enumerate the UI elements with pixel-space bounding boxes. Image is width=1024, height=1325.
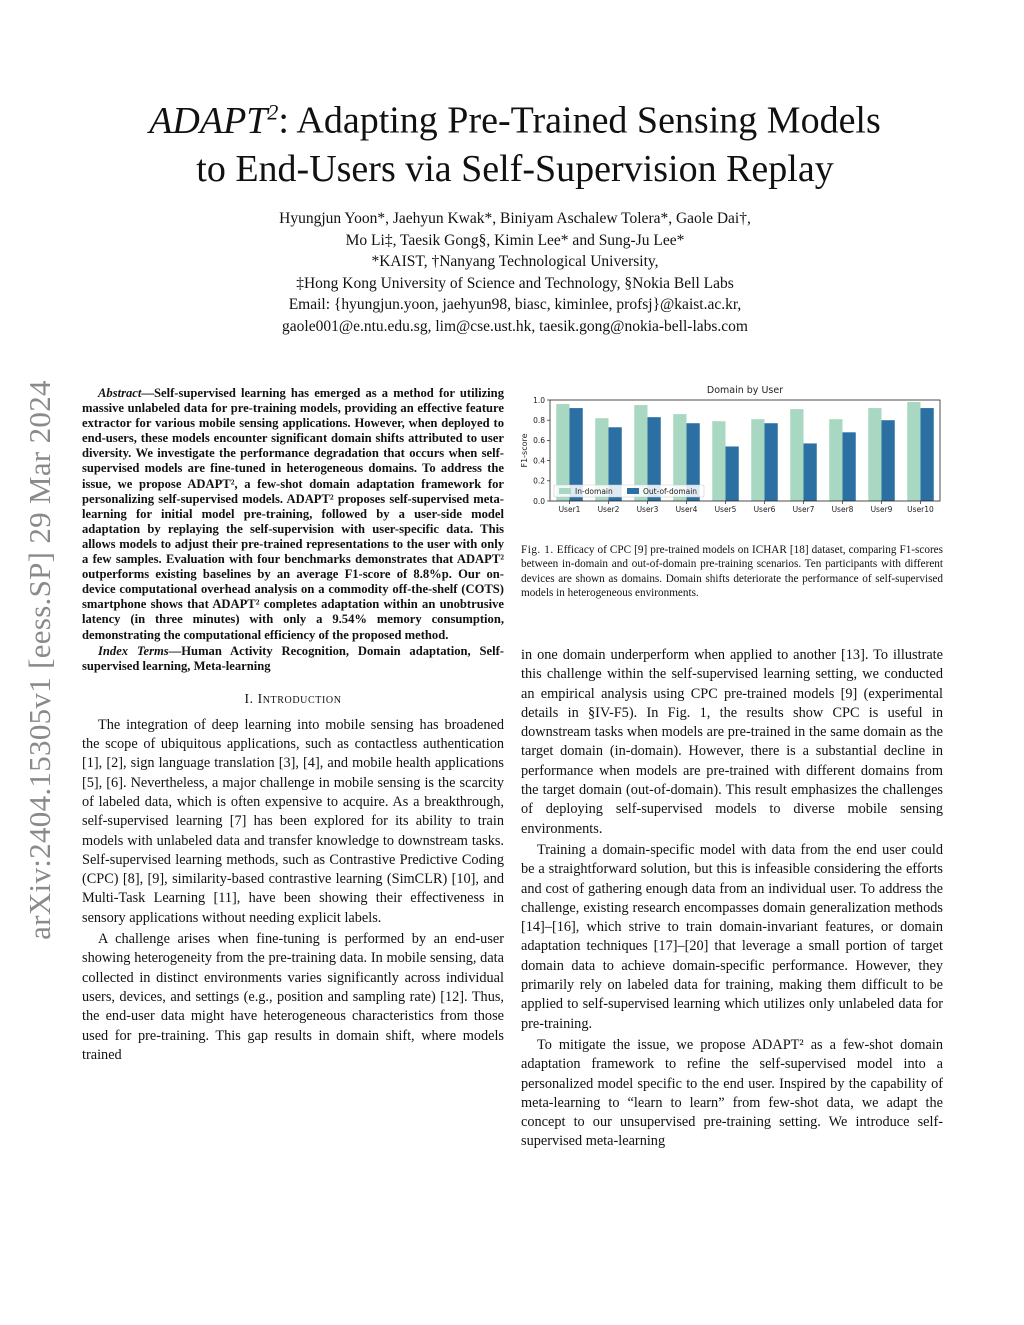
x-tick-label: User3 [636,505,659,514]
x-tick-label: User9 [870,505,893,514]
bar-in-domain-user6 [751,419,764,501]
index-terms [82,644,504,674]
right-column [521,646,943,1152]
figure-1-bar-chart [518,380,948,520]
y-tick-label: 0.0 [533,496,545,506]
x-tick-label: User5 [714,505,737,514]
bar-out-of-domain-user5 [726,446,739,501]
bar-in-domain-user9 [868,408,881,501]
x-tick-label: User4 [675,505,698,514]
y-tick-label: 0.8 [533,416,545,425]
bar-out-of-domain-user7 [804,443,817,501]
bar-in-domain-user5 [712,421,725,501]
title-italic: ADAPT$^2$ [149,99,279,142]
index-terms-lead: Index Terms [98,643,169,658]
legend-swatch-1 [627,488,639,494]
bar-out-of-domain-user9 [882,420,895,501]
abstract-lead: Abstract [98,386,142,400]
bar-out-of-domain-user10 [921,408,934,501]
legend-label-1: Out-of-domain [643,487,698,496]
figure-1-caption [521,543,943,601]
y-tick-label: 0.6 [533,436,545,446]
bar-in-domain-user8 [829,419,842,501]
x-tick-label: User6 [753,505,776,514]
affiliation-line-2: ‡Hong Kong University of Science and Technology, §Nokia Bell Labs [296,274,734,292]
affiliation-line-1: *KAIST, †Nanyang Technological University, [371,253,659,271]
right-paragraph-2: Training a domain-specific model with data from the end user could be a straightforward solution, but this is infeasible considering the efforts and cost of gathering enough data from an individual user. To address the challenge, existing research encompasses domain generalization methods [14]–[16], which strive to train domain-invariant features, or domain adaptation techniques [17]–[20] that leverage a small portion of target domain data to achieve domain-specific performance. However, they primarily rely on labeled data for training, making them difficult to be applied to self-supervised learning which utilizes only unlabeled data for pre-training. [521,841,943,1032]
left-column [82,386,504,1065]
intro-paragraph-1: The integration of deep learning into mobile sensing has broadened the scope of ubiquitous applications, such as contactless authentication [1], [2], sign language translation [3], [4], and mobile health applications [5], [6]. Nevertheless, a major challenge in mobile sensing is the scarcity of labeled data, which is often expensive to acquire. As a breakthrough, self-supervised learning [7] has been explored for its ability to train models with unlabeled data and transfer knowledge to downstream tasks. Self-supervised learning methods, such as Contrastive Predictive Coding (CPC) [8], [9], similarity-based contrastive learning (SimCLR) [10], and Multi-Task Learning [11], have been showing their effectiveness in sensory applications without needing explicit labels. [82,716,504,926]
index-terms-text: —Human Activity Recognition, Domain adaptation, Self-supervised learning, Meta-learning [82,643,504,673]
y-tick-label: 1.0 [533,395,545,405]
x-tick-label: User7 [792,505,815,514]
author-line-2: Mo Li‡, Taesik Gong§, Kimin Lee* and Sung-Ju Lee* [345,231,685,249]
title-line2: to End-Users via Self-Supervision Replay [196,147,834,190]
y-tick-label: 0.4 [533,456,545,466]
chart-ylabel: F1-score [520,433,529,468]
right-paragraph-1: in one domain underperform when applied to another [13]. To illustrate this challenge within the self-supervised learning setting, we conducted an empirical analysis using CPC pre-trained models [9] (experimental details in §IV-F5). In Fig. 1, the results show CPC is useful in downstream tasks when models are pre-trained in the same domain as the target domain (in-domain). However, there is a substantial decline in performance when models are pre-trained with different domains from the target domain (out-of-domain). This result emphasizes the challenges of deploying self-supervised models to diverse mobile sensing environments. [521,647,943,837]
legend-swatch-0 [559,488,571,494]
x-tick-label: User8 [831,505,854,514]
author-block [120,208,910,338]
bar-in-domain-user10 [907,402,920,501]
chart-title: Domain by User [706,385,784,396]
intro-paragraph-2: A challenge arises when fine-tuning is performed by an end-user showing heterogeneity from the pre-training data. In mobile sensing, data collected in distinct environments varies significantly across individual users, devices, and settings (e.g., position and sampling rate) [12]. Thus, the end-user data might have heterogeneous characteristics from those used for pre-training. This gap results in domain shift, where models trained [82,931,504,1063]
arxiv-identifier: arXiv:2404.15305v1 [eess.SP] 29 Mar 2024 [22,380,57,940]
right-paragraph-3: To mitigate the issue, we propose ADAPT² as a few-shot domain adaptation framework to refine the self-supervised model into a personalized model specific to the end user. Inspired by the capability of meta-learning to “learn to learn” from few-shot data, we adapt the concept to our unsupervised pre-training setting. We introduce self-supervised meta-learning [521,1036,943,1150]
email-line-1: Email: {hyungjun.yoon, jaehyun98, biasc, kiminlee, profsj}@kaist.ac.kr, [288,296,742,314]
legend-label-0: In-domain [575,487,613,496]
y-tick-label: 0.2 [533,476,545,486]
bar-in-domain-user7 [790,409,803,501]
arxiv-sidebar [8,330,72,990]
caption-label: Fig. 1. [521,544,554,556]
title-rest: : Adapting Pre-Trained Sensing Models [278,99,881,142]
paper-title [90,88,940,193]
bar-out-of-domain-user6 [765,423,778,501]
abstract [82,386,504,643]
abstract-text: —Self-supervised learning has emerged as a method for utilizing massive unlabeled data for pre-training models, providing an effective feature extractor for various mobile sensing applications. However, when deployed to end-users, these models encounter significant domain shifts attributed to user diversity. We investigate the performance degradation that occurs when self-supervised models are fine-tuned in heterogeneous domains. To address the issue, we propose ADAPT², a few-shot domain adaptation framework for personalizing self-supervised models. ADAPT² proposes self-supervised meta-learning for initial model pre-training, followed by a user-side model adaptation by replaying the self-supervision with user-specific data. This allows models to adjust their pre-trained representations to the user with only a few samples. Evaluation with four benchmarks demonstrates that ADAPT² outperforms existing baselines by an average F1-score of 8.8%p. Our on-device computational overhead analysis on a commodity off-the-shelf (COTS) smartphone shows that ADAPT² completes adaptation within an unobtrusive latency (in three minutes) with only a 9.54% memory consumption, demonstrating the computational efficiency of the proposed method. [82,386,504,642]
email-line-2: gaole001@e.ntu.edu.sg, lim@cse.ust.hk, taesik.gong@nokia-bell-labs.com [282,317,748,335]
section-heading-introduction: I. Introduction [244,690,342,706]
x-tick-label: User10 [907,505,934,514]
x-tick-label: User1 [558,505,581,514]
x-tick-label: User2 [597,505,620,514]
caption-text: Efficacy of CPC [9] pre-trained models on ICHAR [18] dataset, comparing F1-scores between in-domain and out-of-domain pre-training scenarios. Ten participants with different devices are shown as domains. Domain shifts deteriorate the performance of self-supervised models in heterogeneous environments. [521,544,943,600]
author-line-1: Hyungjun Yoon*, Jaehyun Kwak*, Biniyam Aschalew Tolera*, Gaole Dai†, [279,210,751,227]
bar-out-of-domain-user8 [843,432,856,501]
